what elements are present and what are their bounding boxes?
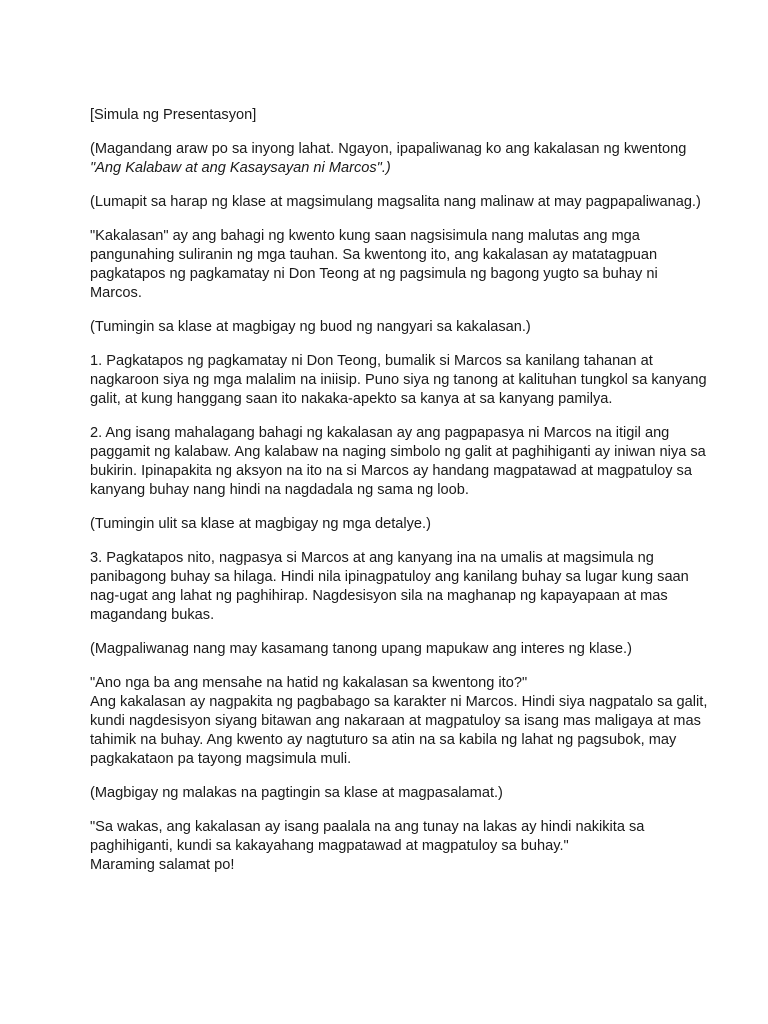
intro-paragraph: (Magandang araw po sa inyong lahat. Ngayon, ipapaliwanag ko ang kakalasan ng kwentong "Ang Kalabaw at ang Kasaysayan ni Marcos".) bbox=[90, 141, 687, 176]
definition-paragraph: "Kakalasan" ay ang bahagi ng kwento kung saan nagsisimula nang malutas ang mga pangunahing suliranin ng mga tauhan. Sa kwentong ito, ang kakalasan ay matatagpuan pagkatapos ng pagkamatay ni Don Teong at ng pagsimula ng bagong yugto sa buhay ni Marcos. bbox=[90, 228, 658, 301]
stage-direction-1: (Lumapit sa harap ng klase at magsimulang magsalita nang malinaw at may pagpapaliwanag.) bbox=[90, 194, 701, 210]
stage-direction-4: (Magpaliwanag nang may kasamang tanong upang mapukaw ang interes ng klase.) bbox=[90, 641, 632, 657]
closing-paragraph: "Sa wakas, ang kakalasan ay isang paalala na ang tunay na lakas ay hindi nakikita sa paghihiganti, kundi sa kakayahang magpatawad at magpatuloy sa buhay." Maraming salamat po! bbox=[90, 819, 645, 873]
heading-simula: [Simula ng Presentasyon] bbox=[90, 107, 257, 123]
story-title: "Ang Kalabaw at ang Kasaysayan ni Marcos".) bbox=[90, 160, 391, 176]
stage-direction-5: (Magbigay ng malakas na pagtingin sa klase at magpasalamat.) bbox=[90, 785, 503, 801]
point-2-paragraph: 2. Ang isang mahalagang bahagi ng kakalasan ay ang pagpapasya ni Marcos na itigil ang paggamit ng kalabaw. Ang kalabaw na naging simbolo ng galit at paghihiganti ay iniwan niya sa bukirin. Ipinapakita ng aksyon na ito na si Marcos ay handang magpatawad at magpatuloy sa kanyang buhay nang hindi na nagdadala ng sama ng loob. bbox=[90, 425, 706, 498]
stage-direction-3: (Tumingin ulit sa klase at magbigay ng mga detalye.) bbox=[90, 516, 431, 532]
point-1-paragraph: 1. Pagkatapos ng pagkamatay ni Don Teong, bumalik si Marcos sa kanilang tahanan at nagkaroon siya ng mga malalim na iniisip. Puno siya ng tanong at kalituhan tungkol sa kanyang galit, at kung hanggang saan ito nakaka-apekto sa kanya at sa kanyang pamilya. bbox=[90, 353, 707, 407]
point-3-paragraph: 3. Pagkatapos nito, nagpasya si Marcos at ang kanyang ina na umalis at magsimula ng panibagong buhay sa hilaga. Hindi nila ipinagpatuloy ang kanilang buhay sa lugar kung saan nag-ugat ang lahat ng paghihirap. Nagdesisyon sila na maghanap ng kapayapaan at mas magandang bukas. bbox=[90, 550, 689, 623]
stage-direction-2: (Tumingin sa klase at magbigay ng buod ng nangyari sa kakalasan.) bbox=[90, 319, 531, 335]
message-paragraph: "Ano nga ba ang mensahe na hatid ng kakalasan sa kwentong ito?" Ang kakalasan ay nagpakita ng pagbabago sa karakter ni Marcos. Hindi siya nagpatalo sa galit, kundi nagdesisyon siyang bitawan ang nakaraan at magpatuloy sa isang mas maligaya at mas tahimik na buhay. Ang kwento ay nagtuturo sa atin na sa kabila ng lahat ng pagsubok, may pagkakataon pa tayong magsimula muli. bbox=[90, 675, 708, 767]
